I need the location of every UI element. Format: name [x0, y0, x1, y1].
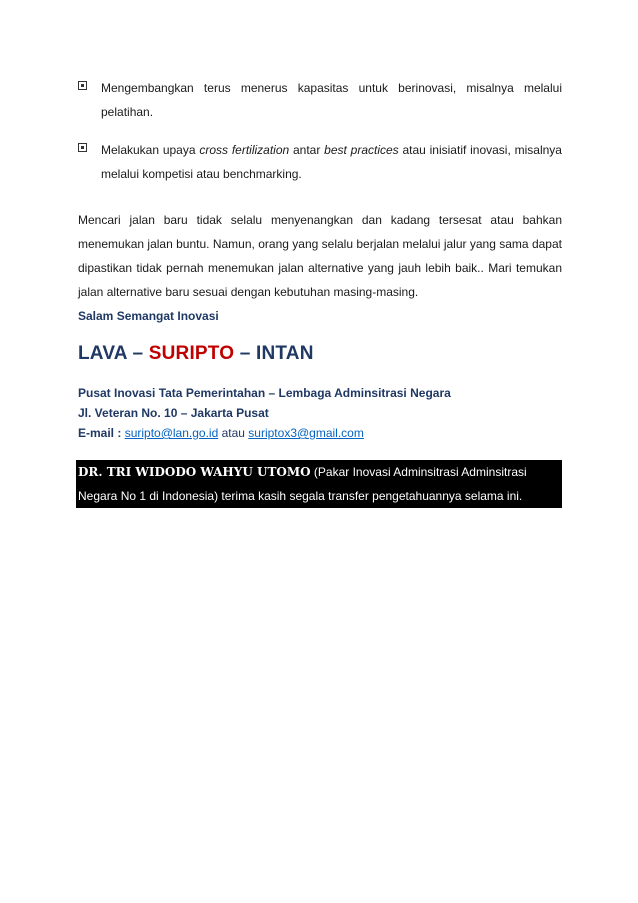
address-block	[78, 383, 451, 443]
checkbox-bullet-icon	[78, 143, 87, 152]
email-link-2[interactable]: suriptox3@gmail.com	[248, 426, 364, 440]
body-paragraph: Mencari jalan baru tidak selalu menyenangkan dan kadang tersesat atau bahkan menemukan jalan buntu. Namun, orang yang selalu berjalan melalui jalur yang sama dapat dipastikan tidak pernah menemukan jalan alternative yang jauh lebih baik.. Mari temukan jalan alternative baru sesuai dengan kebutuhan masing-masing.	[78, 213, 562, 299]
bullet-list	[78, 76, 562, 200]
address-line-institution: Pusat Inovasi Tata Pemerintahan – Lembaga Adminsitrasi Negara	[78, 386, 451, 400]
bullet-text	[101, 138, 562, 186]
acknowledgement-text: (Pakar Inovasi Adminsitrasi Adminsitrasi Negara No 1 di Indonesia) terima kasih segala transfer pengetahuannya selama ini.	[78, 465, 527, 503]
email-link-1[interactable]: suripto@lan.go.id	[124, 426, 219, 440]
address-line-street: Jl. Veteran No. 10 – Jakarta Pusat	[78, 406, 269, 420]
bullet-text-part: Melakukan upaya	[101, 143, 200, 157]
title-highlight: SURIPTO	[148, 343, 235, 364]
email-line	[78, 423, 451, 443]
salam-line: Salam Semangat Inovasi	[78, 309, 219, 323]
email-label: E-mail :	[78, 426, 125, 440]
author-title	[78, 343, 314, 365]
bullet-item	[78, 138, 562, 186]
email-separator: atau	[218, 426, 249, 440]
bullet-item	[78, 76, 562, 124]
bullet-text-part: atau inisiatif inovasi, misalnya melalui kompetisi atau benchmarking.	[101, 143, 562, 181]
bullet-text: Mengembangkan terus menerus kapasitas untuk berinovasi, misalnya melalui pelatihan.	[101, 81, 562, 119]
checkbox-bullet-icon	[78, 81, 87, 90]
italic-term: cross fertilization	[199, 143, 290, 157]
bullet-text-part: antar	[289, 143, 325, 157]
acknowledgement-box	[76, 460, 562, 508]
title-part: – INTAN	[234, 343, 314, 364]
italic-term: best practices	[324, 143, 399, 157]
title-part: LAVA –	[78, 343, 149, 364]
acknowledgement-name: DR. TRI WIDODO WAHYU UTOMO	[78, 465, 311, 479]
